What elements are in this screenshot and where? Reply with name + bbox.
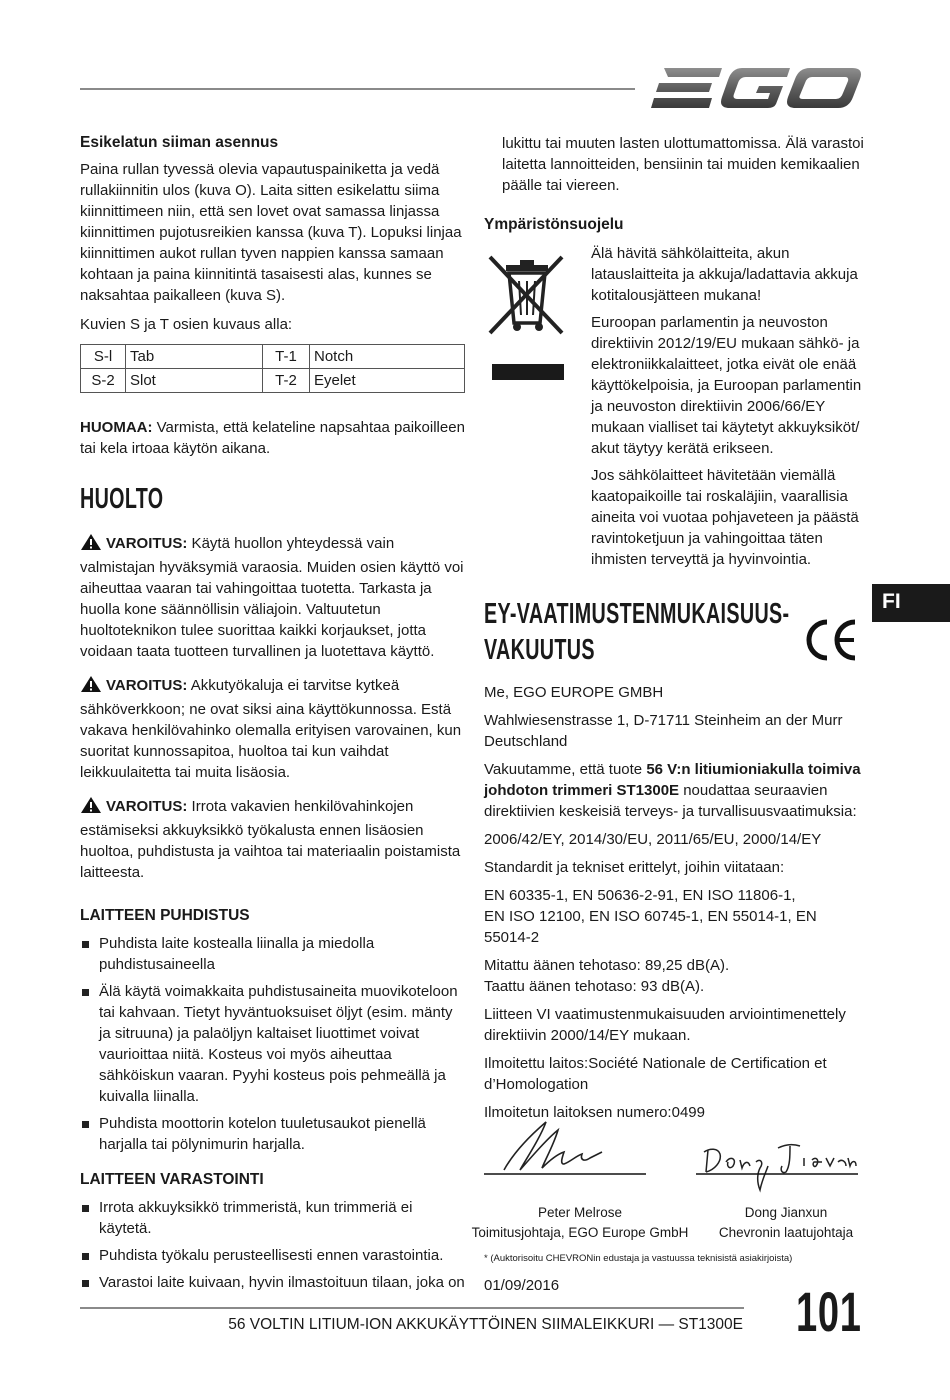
signer-name: Dong Jianxun (744, 1205, 828, 1220)
part-code: T-2 (263, 369, 310, 393)
standards-line-1: EN 60335-1, EN 50636-2-91, EN ISO 11806-1, (484, 887, 796, 904)
environment-paragraph: Älä hävitä sähkölaitteita, akun latauslaitteita ja akkuja/ladattavia akkuja kotitalousjätteen mukana! (591, 245, 858, 304)
page-number: 101 (796, 1280, 862, 1343)
list-item: Puhdista työkalu perusteellisesti ennen varastointia. (80, 1245, 465, 1266)
environment-block (484, 243, 864, 570)
part-name: Slot (126, 369, 263, 393)
preline-heading: Esikelatun siiman asennus (80, 134, 279, 151)
language-tab (872, 584, 950, 622)
part-code: S-2 (81, 369, 126, 393)
part-name: Eyelet (310, 369, 465, 393)
warning-triangle-icon (80, 796, 102, 820)
list-item: Irrota akkuyksikkö trimmeristä, kun trimmeriä ei käytetä. (80, 1197, 465, 1239)
directives-list: 2006/42/EY, 2014/30/EU, 2011/65/EU, 2000/14/EY (484, 831, 822, 848)
note-paragraph (80, 417, 465, 459)
signer-title: Chevronin laatujohtaja (718, 1225, 854, 1240)
part-code: T-1 (263, 345, 310, 369)
declaration-statement (484, 759, 864, 822)
preline-text: Paina rullan tyvessä olevia vapautuspainiketta ja vedä rullakiinnitin ulos (kuva O). Laita sitten esikelattu siima kiinnittimeen niin, että sen lovet ovat samassa linjassa kiinnittimen pujotusreikien kanssa (kuva T). Lopuksi linjaa kiinnittimen aukot rullan tyven nappien kanssa samaan kohtaan ja paina kiinnitintä tasaisesti alas, kunnes se naksahtaa paikalleen (kuva S). (80, 161, 462, 304)
weee-symbol (484, 251, 568, 386)
crossed-bin-icon (484, 251, 568, 381)
left-column (80, 134, 465, 1299)
warning-text: Käytä huollon yhteydessä vain valmistajan hyväksymiä varaosia. Muiden osien käyttö voi aiheuttaa vaaran tai vahingoittaa tuotetta. Tarkasta ja huolla kone säännöllisin väliajoin. Valtuutetun huoltoteknikon tulee suorittaa kaikki korjaukset, jotta voidaan taata tuotteen turvallinen ja luotettava käyttö. (80, 535, 464, 660)
table-row (81, 369, 465, 393)
environment-paragraph: Jos sähkölaitteet hävitetään viemällä kaatopaikoille tai roskaläjiin, vaarallisia aineita voi vuotaa pohjaveteen ja päästä ravintoketjuun ja vahingoittaa täten ihmisten terveyttä ja hyvinvointia. (591, 467, 859, 568)
cleaning-list (80, 933, 465, 1155)
notified-body-number: Ilmoitetun laitoksen numero:0499 (484, 1104, 705, 1121)
ce-mark-icon (802, 618, 860, 667)
parts-table (80, 344, 465, 393)
parts-intro: Kuvien S ja T osien kuvaus alla: (80, 316, 293, 333)
footnote: * (Auktorisoitu CHEVRONin edustaja ja vastuussa teknisistä asiakirjoista) (484, 1253, 793, 1264)
part-code: S-l (81, 345, 126, 369)
storage-list (80, 1197, 465, 1293)
signature-peter-melrose (484, 1112, 646, 1176)
company-address: Wahlwiesenstrasse 1, D-71711 Steinheim an der Murr Deutschland (484, 712, 843, 750)
annex-procedure: Liitteen VI vaatimustenmukaisuuden arviointimenettely direktiivin 2000/14/EY mukaan. (484, 1006, 846, 1044)
signature-1 (484, 1112, 646, 1176)
maintenance-title: HUOLTO (80, 483, 164, 515)
warning-label: VAROITUS: (106, 798, 188, 815)
right-column (484, 133, 864, 1123)
declaration-title-line-1: EY-VAATIMUSTENMUKAISUUS- (484, 598, 790, 630)
measured-sound: Mitattu äänen tehotaso: 89,25 dB(A). (484, 957, 730, 974)
notified-body: Ilmoitettu laitos:Société Nationale de Certification et d’Homologation (484, 1055, 827, 1093)
list-item: Puhdista laite kostealla liinalla ja miedolla puhdistusaineella (80, 933, 465, 975)
storage-continued: lukittu tai muuten lasten ulottumattomissa. Älä varastoi laitetta lannoitteiden, bensiinin tai muiden kemikaalien päälle tai viereen. (502, 135, 864, 194)
list-item: Varastoi laite kuivaan, hyvin ilmastoituun tilaan, joka on (80, 1272, 465, 1293)
storage-heading: LAITTEEN VARASTOINTI (80, 1171, 264, 1188)
warning-text: Akkutyökaluja ei tarvitse kytkeä sähköverkkoon; ne ovat siksi aina käyttökunnossa. Estä vakava henkilövahinko olemalla erityisen varovainen, kun suoritat kunnossapitoa, huoltoa tai kun vaihdat leikkuulaitetta tai muita lisäosia. (80, 677, 462, 781)
footer-rule (80, 1307, 744, 1309)
declaration-pre: Vakuutamme, että tuote (484, 761, 647, 778)
signature-dong-jianxun (696, 1132, 858, 1196)
warning-3 (80, 796, 465, 883)
declaration-title-line-2: VAKUUTUS (484, 634, 595, 666)
cleaning-heading: LAITTEEN PUHDISTUS (80, 907, 250, 924)
signer-title: Toimitusjohtaja, EGO Europe GmbH (471, 1225, 689, 1240)
environment-paragraph: Euroopan parlamentin ja neuvoston direktiivin 2012/19/EU mukaan sähkö- ja elektroniikkalaitteet, jotka eivät ole enää käyttökelpoisia, ja Euroopan parlamentin ja neuvoston direktiivin 2006/66/EY mukaan vialliset tai käytetyt akkuyksiköt/ akut täytyy kerätä erikseen. (591, 314, 862, 457)
footer-title: 56 VOLTIN LITIUM-ION AKKUKÄYTTÖINEN SIIMALEIKKURI — ST1300E (228, 1316, 743, 1333)
standards-line-2: EN ISO 12100, EN ISO 60745-1, EN 55014-1, EN 55014-2 (484, 908, 817, 946)
brand-logo (650, 64, 862, 112)
warning-2 (80, 675, 465, 783)
standards-intro: Standardit ja tekniset erittelyt, joihin viitataan: (484, 859, 785, 876)
product-name: 56 V:n litiumioniakulla toimiva johdoton trimmeri ST1300E (484, 761, 861, 799)
warning-label: VAROITUS: (106, 535, 188, 552)
note-label: HUOMAA: (80, 419, 153, 436)
list-item: Puhdista moottorin kotelon tuuletusaukot pienellä harjalla tai pölynimurin harjalla. (80, 1113, 465, 1155)
ego-logo-icon (650, 64, 862, 112)
warning-1 (80, 533, 465, 662)
signature-2 (696, 1132, 858, 1196)
warning-text: Irrota vakavien henkilövahinkojen estämiseksi akkuyksikkö työkalusta ennen lisäosien huoltoa, puhdistusta ja vaihtoa tai materiaalin poistamista laitteesta. (80, 798, 461, 881)
warning-triangle-icon (80, 533, 102, 557)
declaration-post: noudattaa seuraavien direktiivien keskeisiä terveys- ja turvallisuusvaatimuksia: (484, 782, 857, 820)
environment-text (591, 243, 864, 570)
warning-label: VAROITUS: (106, 677, 188, 694)
signer-name: Peter Melrose (537, 1205, 623, 1220)
declaration-date: 01/09/2016 (484, 1277, 560, 1294)
company-line: Me, EGO EUROPE GMBH (484, 684, 664, 701)
header-rule (80, 88, 635, 90)
signature-1-caption (470, 1203, 690, 1243)
maintenance-title-wrap (80, 481, 465, 517)
environment-heading: Ympäristönsuojelu (484, 216, 624, 233)
signature-2-caption (696, 1203, 876, 1243)
note-text: Varmista, että kelateline napsahtaa paikoilleen tai kela irtoaa käytön aikana. (80, 419, 465, 457)
list-item: Älä käytä voimakkaita puhdistusaineita muovikoteloon tai kahvaan. Tietyt hyväntuoksuiset öljyt (esim. mänty ja sitruuna) ja palaöljyn kaltaiset liuottimet voivat vaurioittaa niitä. Kosteus voi myös aiheuttaa sähköiskun vaaran. Pyyhi kosteus pois pehmeällä ja kuivalla liinalla. (80, 981, 465, 1107)
warning-triangle-icon (80, 675, 102, 699)
language-tab-label: FI (882, 590, 901, 613)
declaration-title (484, 596, 864, 668)
table-row (81, 345, 465, 369)
part-name: Tab (126, 345, 263, 369)
part-name: Notch (310, 345, 465, 369)
guaranteed-sound: Taattu äänen tehotaso: 93 dB(A). (484, 978, 705, 995)
